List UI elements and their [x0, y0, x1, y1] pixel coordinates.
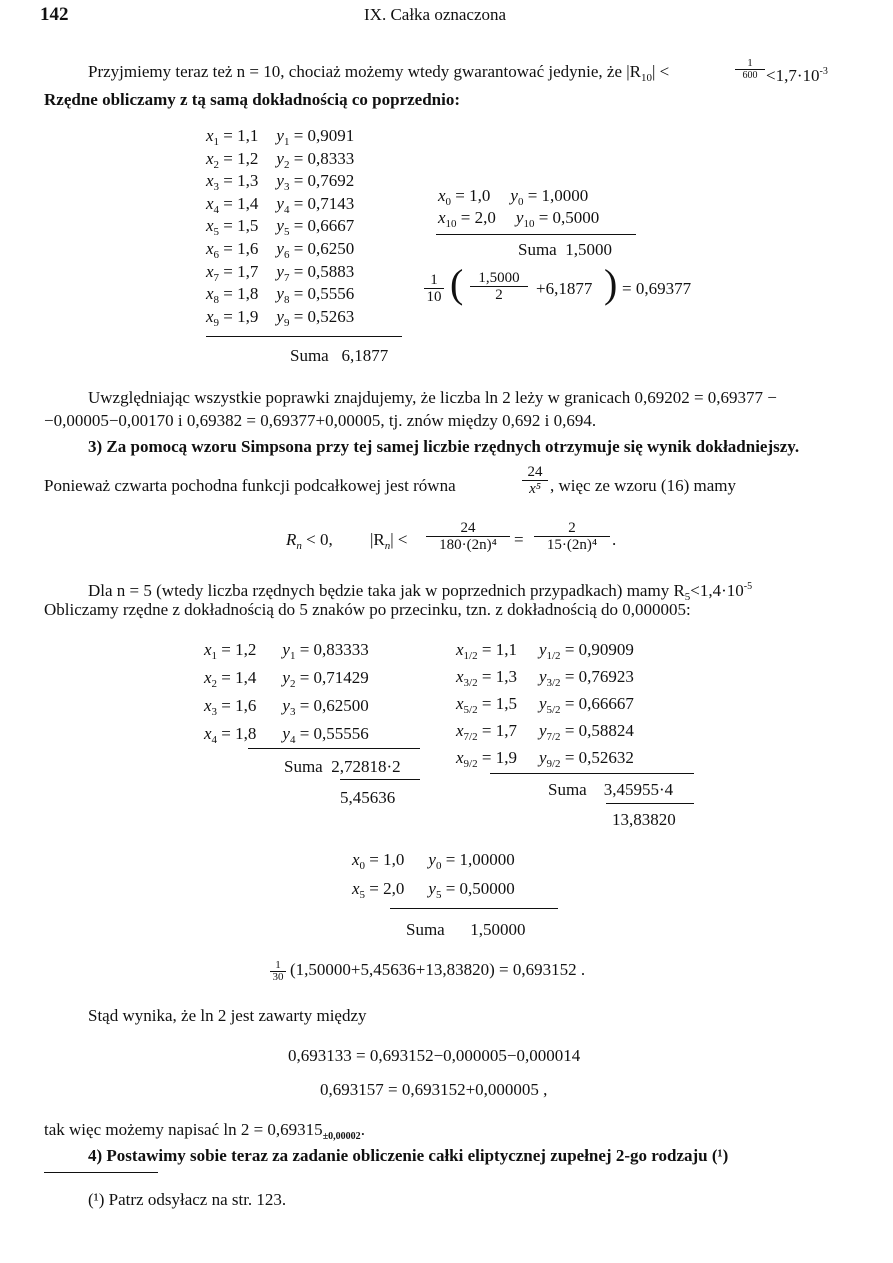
equation-row: $x_8 = 1,8$ $y_8 = 0,5556$: [206, 284, 355, 307]
table1-end-sum: Suma 1,5000: [518, 240, 612, 259]
rn-formula-frac2: $\frac{2}{\text{15·(2n)⁴}}$: [534, 520, 610, 553]
equation-row: $x_3 = 1,3$ $y_3 = 0,7692$: [206, 171, 355, 194]
x-value: 1,4: [237, 193, 259, 213]
equation-row: $x_1 = 1,1$ $y_1 = 0,9091$: [206, 126, 355, 148]
y-value: 0,5883: [307, 261, 355, 281]
y-value: 0,62500: [313, 696, 369, 715]
equation-row: $x_{3/2} = 1,3$ $y_{3/2} = 0,76923$: [456, 667, 634, 689]
table2-right-total: 13,83820: [612, 810, 676, 829]
footnote-rule: [44, 1172, 158, 1173]
para1-line1-end: $<1,7\cdot 10^{-3}$: [766, 66, 828, 85]
x-value: 1,1: [495, 640, 517, 659]
equation-row: $x_{7/2} = 1,7$ $y_{7/2} = 0,58824$: [456, 721, 634, 743]
table2-end-sum: Suma 1,50000: [406, 920, 526, 939]
equation-row: $x_1 = 1,2$ $y_1 = 0,83333$: [204, 640, 369, 662]
x-value: 1,2: [235, 640, 257, 659]
table1-formula-rest: +6,1877: [536, 279, 593, 298]
table1-formula-fraction: $\frac{1}{10}$: [424, 272, 444, 305]
x-value: 1,5: [495, 694, 517, 713]
table1-formula-result: = 0,69377: [622, 279, 692, 298]
table1-divider: [206, 336, 402, 337]
x-value: 2,0: [383, 879, 405, 898]
para5-line2: tak więc możemy napisać $\ln 2 = 0,69315_{\pm 0,00002}$.: [44, 1120, 365, 1142]
y-value: 0,5556: [307, 284, 355, 304]
y-value: 0,6250: [307, 239, 355, 258]
table2-left-total: 5,45636: [340, 788, 396, 807]
equation-row: $x_0 = 1,0$ $y_0 = 1,0000$: [438, 186, 589, 208]
table2-left-divider: [248, 748, 420, 749]
x-value: 1,7: [495, 721, 517, 740]
equation-row: $x_7 = 1,7$ $y_7 = 0,5883$: [206, 261, 355, 284]
y-value: 0,90909: [578, 640, 634, 659]
x-value: 1,7: [237, 261, 259, 281]
para1-line1: Przyjmiemy teraz też n = 10, chociaż możemy wtedy gwarantować jedynie, że $|R_{10}|$ <: [88, 62, 670, 84]
x-value: 1,3: [237, 171, 259, 191]
y-value: 1,0000: [541, 186, 589, 205]
para4-line1: Dla n = 5 (wtedy liczba rzędnych będzie taka jak w poprzednich przypadkach) mamy $R_5<1,4\cdot 10^{-5}$: [88, 581, 753, 603]
rn-formula-abs: $|R_n|$ <: [370, 530, 408, 552]
y-value: 0,6667: [307, 216, 355, 236]
y-value: 0,83333: [313, 640, 369, 659]
para6-line1: 4) Postawimy sobie teraz za zadanie obliczenie całki eliptycznej zupełnej 2-go rodzaju (¹): [88, 1146, 729, 1165]
table1-formula-inner-fraction: $\frac{1,5000}{2}$: [470, 270, 528, 303]
rn-formula-left: $R_n < 0$,: [286, 530, 333, 552]
equation-row: $x_6 = 1,6$ $y_6 = 0,6250$: [206, 239, 355, 261]
equation-row: $x_4 = 1,4$ $y_4 = 0,7143$: [206, 193, 355, 216]
y-value: 0,5263: [307, 306, 355, 326]
y-value: 0,71429: [313, 668, 369, 687]
table1-end-divider: [436, 234, 636, 235]
equation-row: $x_9 = 1,9$ $y_9 = 0,5263$: [206, 306, 355, 329]
y-value: 0,76923: [578, 667, 634, 686]
para5-eq2: 0,693157 = 0,693152+0,000005 ,: [320, 1080, 548, 1099]
equation-row: $x_5 = 1,5$ $y_5 = 0,6667$: [206, 216, 355, 239]
y-value: 0,50000: [459, 879, 515, 898]
x-value: 1,9: [237, 306, 259, 326]
y-value: 0,8333: [307, 148, 355, 168]
footnote: (¹) Patrz odsyłacz na str. 123.: [88, 1190, 287, 1209]
table2-formula-rest: (1,50000+5,45636+13,83820) = 0,693152 .: [290, 960, 586, 979]
chapter-title: IX. Całka oznaczona: [364, 5, 507, 24]
equation-row: $x_{9/2} = 1,9$ $y_{9/2} = 0,52632$: [456, 748, 634, 770]
y-value: 0,55556: [313, 724, 369, 743]
table2-formula-fraction: $\frac{1}{30}$: [270, 960, 286, 983]
x-value: 1,0: [469, 186, 491, 205]
x-value: 2,0: [474, 208, 496, 227]
equation-row: $x_2 = 1,4$ $y_2 = 0,71429$: [204, 668, 369, 690]
table2-right-divider: [490, 773, 694, 774]
table2-left-sum: Suma 2,72818·2: [284, 757, 401, 776]
table1-formula-lparen: (: [450, 261, 464, 306]
para5-line1: Stąd wynika, że ln 2 jest zawarty między: [88, 1006, 367, 1025]
table2-left-total-divider: [340, 779, 420, 780]
equation-row: $x_2 = 1,2$ $y_2 = 0,8333$: [206, 148, 355, 171]
x-value: 1,8: [237, 284, 259, 304]
y-value: 0,52632: [578, 748, 634, 767]
para3-fraction: $\frac{24}{\text{x⁵}}$: [522, 464, 548, 497]
page-number: 142: [40, 4, 69, 25]
x-value: 1,8: [235, 724, 257, 743]
y-value: 0,7692: [307, 171, 355, 191]
equation-row: $x_3 = 1,6$ $y_3 = 0,62500$: [204, 696, 369, 718]
x-value: 1,0: [383, 850, 405, 869]
para1-line1-text: Przyjmiemy teraz też n = 10, chociaż możemy wtedy gwarantować jedynie, że |R: [88, 62, 641, 81]
para3-line2-start: Ponieważ czwarta pochodna funkcji podcałkowej jest równa: [44, 476, 456, 495]
equation-row: $x_{5/2} = 1,5$ $y_{5/2} = 0,66667$: [456, 694, 634, 716]
rn-formula-eq: =: [514, 530, 524, 549]
table1-formula-rparen: ): [604, 261, 618, 306]
rn-formula-frac1: $\frac{24}{\text{180·(2n)⁴}}$: [426, 520, 510, 553]
para5-eq1: 0,693133 = 0,693152−0,000005−0,000014: [288, 1046, 581, 1065]
x-value: 1,9: [495, 748, 517, 767]
x-value: 1,3: [495, 667, 517, 686]
para2-line1: Uwzględniając wszystkie poprawki znajdujemy, że liczba ln 2 leży w granicach 0,69202 = 0,69377 −: [88, 388, 777, 407]
para2-line2: −0,00005−0,00170 i 0,69382 = 0,69377+0,00005, tj. znów między 0,692 i 0,694.: [44, 411, 597, 430]
equation-row: $x_{10} = 2,0$ $y_{10} = 0,5000$: [438, 208, 600, 230]
equation-row: $x_0 = 1,0$ $y_0 = 1,00000$: [352, 850, 515, 872]
para3-line1: 3) Za pomocą wzoru Simpsona przy tej samej liczbie rzędnych otrzymuje się wynik dokładniejszy.: [88, 437, 800, 456]
table2-end-divider: [390, 908, 558, 909]
table2-right-sum: Suma 3,45955·4: [548, 780, 674, 799]
rn-formula-end: .: [612, 530, 617, 549]
y-value: 0,5000: [552, 208, 600, 227]
x-value: 1,1: [237, 126, 259, 145]
x-value: 1,6: [237, 239, 259, 258]
table1-sum: Suma 6,1877: [290, 346, 389, 365]
y-value: 0,7143: [307, 193, 355, 213]
x-value: 1,2: [237, 148, 259, 168]
y-value: 0,66667: [578, 694, 634, 713]
equation-row: $x_5 = 2,0$ $y_5 = 0,50000$: [352, 879, 515, 901]
y-value: 1,00000: [459, 850, 515, 869]
y-value: 0,9091: [307, 126, 355, 145]
para1-line2: Rzędne obliczamy z tą samą dokładnością co poprzednio:: [44, 90, 461, 109]
equation-row: $x_4 = 1,8$ $y_4 = 0,55556$: [204, 724, 369, 746]
x-value: 1,6: [235, 696, 257, 715]
para3-line2-end: , więc ze wzoru (16) mamy: [550, 476, 736, 495]
para1-fraction: $\frac{1}{600}$: [735, 57, 765, 82]
para4-line2: Obliczamy rzędne z dokładnością do 5 znaków po przecinku, tzn. z dokładnością do 0,000005:: [44, 600, 691, 619]
x-value: 1,5: [237, 216, 259, 236]
equation-row: $x_{1/2} = 1,1$ $y_{1/2} = 0,90909$: [456, 640, 634, 662]
table2-right-total-divider: [606, 803, 694, 804]
x-value: 1,4: [235, 668, 257, 687]
y-value: 0,58824: [578, 721, 634, 740]
